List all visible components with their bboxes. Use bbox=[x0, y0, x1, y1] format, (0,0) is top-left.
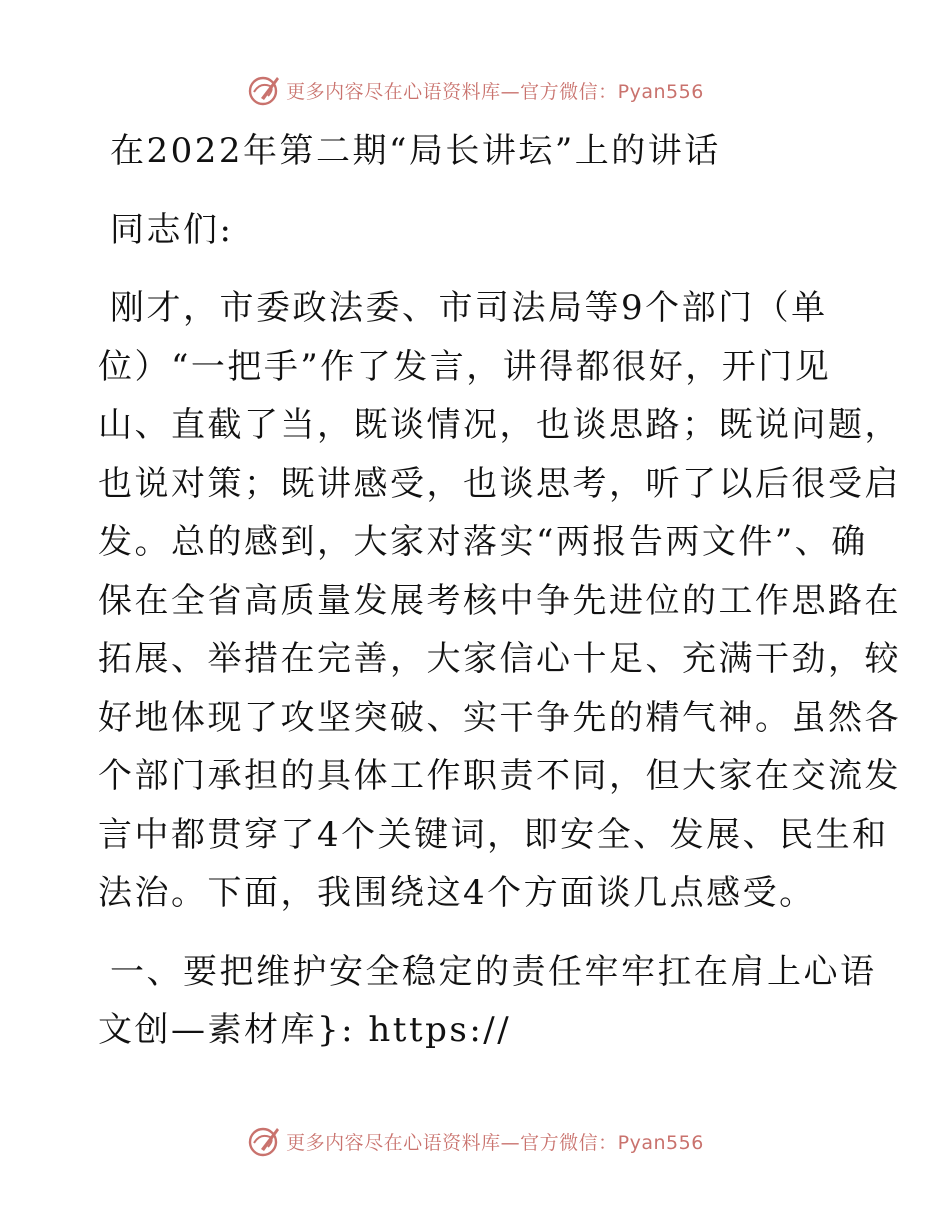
paragraph-line: 法治。下面，我围绕这4个方面谈几点感受。 bbox=[98, 873, 816, 913]
paragraph-line: 好地体现了攻坚突破、实干争先的精气神。虽然各 bbox=[98, 697, 901, 738]
paragraph-1 bbox=[98, 279, 901, 923]
paragraph-line: 刚才，市委政法委、市司法局等9个部门（单 bbox=[110, 288, 828, 328]
paragraph-line: 个部门承担的具体工作职责不同，但大家在交流发 bbox=[98, 756, 901, 796]
paragraph-line: 言中都贯穿了4个关键词，即安全、发展、民生和 bbox=[98, 814, 889, 855]
paragraph-line: 发。总的感到，大家对落实“两报告两文件”、确 bbox=[98, 522, 868, 562]
section-heading-1 bbox=[98, 943, 877, 1060]
document-title: 在2022年第二期“局长讲坛”上的讲话 bbox=[110, 131, 721, 171]
paragraph-line: 保在全省高质量发展考核中争先进位的工作思路在 bbox=[98, 580, 901, 621]
paragraph-line: 也说对策；既讲感受，也谈思考，听了以后很受启 bbox=[98, 463, 901, 504]
salutation: 同志们: bbox=[110, 209, 234, 250]
footer-watermark-banner bbox=[0, 1121, 950, 1161]
heading-line: 一、要把维护安全稳定的责任牢牢扛在肩上心语 bbox=[110, 951, 877, 992]
pen-swirl-logo-icon bbox=[246, 1123, 282, 1159]
watermark-text: 更多内容尽在心语资料库—官方微信：Pyan556 bbox=[286, 80, 704, 103]
paragraph-line: 山、直截了当，既谈情况，也谈思路；既说问题， bbox=[98, 405, 901, 445]
pen-swirl-logo-icon bbox=[246, 72, 282, 108]
document-body bbox=[98, 122, 901, 1060]
heading-line: 文创—素材库}: https:// bbox=[98, 1010, 512, 1050]
header-watermark-banner bbox=[0, 70, 950, 110]
paragraph-line: 位）“一把手”作了发言，讲得都很好，开门见 bbox=[98, 346, 832, 387]
watermark-text: 更多内容尽在心语资料库—官方微信：Pyan556 bbox=[286, 1131, 704, 1154]
paragraph-line: 拓展、举措在完善，大家信心十足、充满干劲，较 bbox=[98, 639, 901, 679]
